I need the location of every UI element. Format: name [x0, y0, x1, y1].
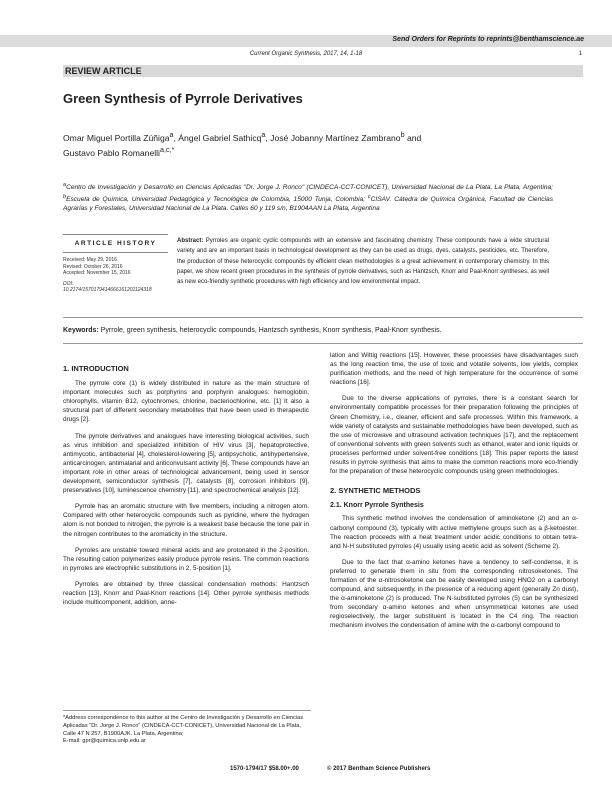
paragraph: lation and Wittig reactions [15]. However, these processes have disadvantages such as the long reaction time, the use of toxic and volatile solvents, low yields, complex purification methods, and the need of high temperature for the occurrence of some reactions [16]. — [330, 352, 578, 387]
journal-citation — [0, 51, 612, 57]
article-title: Green Synthesis of Pyrrole Derivatives — [63, 91, 303, 106]
journal-name: Current Organic Synthesis — [249, 51, 321, 57]
subsection-heading: 2.1. Knorr Pyrrole Synthesis — [330, 502, 424, 510]
accepted-date: Accepted: November 15, 2016 — [63, 270, 131, 276]
abstract-label: Abstract: — [177, 238, 204, 244]
paragraph: Due to the diverse applications of pyrroles, there is a constant search for environmentally compatible processes for their preparation following the principles of Green Chemistry, i.e., cleaner, efficient and safe processes. Within this framework, a wide variety of catalysts and sustainable methodologies have been developed, such as the use of microwave and ultrasound activation techniques [17], and the replacement of conventional solvents with green solvents such as ethanol, water and ionic liquids or processes performed under solvent-free conditions [18]. This paper reports the latest results in pyrrole synthesis that aims to make the common reactions more eco-friendly for the preparation of these heterocyclic compounds using green methodologies. — [330, 395, 578, 476]
divider — [63, 317, 583, 318]
doi-link[interactable]: 10.2174/1570179414666161201124318 — [63, 287, 152, 293]
author-affil-mark: b — [400, 131, 405, 139]
section-label: REVIEW ARTICLE — [63, 65, 583, 77]
author-name: , José Jobanny Martínez Zambrano — [265, 132, 401, 143]
author-name: , Ángel Gabriel Sathicq — [173, 132, 262, 143]
right-column — [330, 351, 578, 638]
affiliation-text: Escuela de Química, Universidad Pedagógica y Tecnológica de Colombia, 15000 Tunja, Colombia; — [66, 195, 368, 203]
author-affil-mark: a,c,* — [159, 145, 175, 154]
keywords — [63, 327, 583, 334]
article-history-dates — [63, 257, 168, 277]
affiliation-text: CISAV. Cátedra de Química Orgánica, Facultad de Ciencias Agrarias y Forestales, Universidad Nacional de La Plata. Calles 60 y 119 s/n, B1904AAN La Plata, Argentina — [63, 195, 553, 213]
correspondence-footnote — [63, 715, 311, 746]
paragraph: The pyrrole derivatives and analogues have interesting biological activities, such as virus inhibition and specialized inhibition of HIV virus [3], hepatoprotective, antimycotic, antibacterial [4], cholesterol-lowering [5], antipsychotic, antihypertensive, anticarcinogen, antimalarial and anticonvulsant activity [6]. These compounds have an important role in other areas of technological advancement, being used in sensor development, semiconductor synthesis [7], catalysts [8], corrosion inhibitors [9], preservatives [10], luminescence chemistry [11], and spectrochemical analysis [12]. — [63, 432, 309, 495]
paragraph: Pyrroles are obtained by three classical condensation methods: Hantzsch reaction [13], Knorr and Paal-Knorr reactions [14]. Other pyrrole synthesis methods include multicomponent, addition, anne- — [63, 580, 309, 607]
divider — [63, 343, 583, 344]
author-name: Omar Miguel Portilla Zúñiga — [63, 132, 170, 143]
doi — [63, 281, 163, 294]
paragraph: Pyrroles are unstable toward mineral acids and are protonated in the 2-position. The resulting cation polymerizes easily produce pyrrole resins. The common reactions in pyrroles are electrophilic substitutions in 2, 5-position [1]. — [63, 546, 309, 572]
article-history-title: ARTICLE HISTORY — [63, 234, 168, 253]
left-column — [63, 364, 309, 614]
paragraph: Pyrrole has an aromatic structure with five members, including a nitrogen atom. Compared with other heterocyclic compounds such as pyridine, where the hydrogen atom is not bonded to nitrogen, the pyrrole is a weakest base because the lone pair in the nitrogen contributes to the aromaticity in the structure. — [63, 503, 309, 538]
section-heading: 2. SYNTHETIC METHODS — [330, 486, 421, 496]
keywords-label: Keywords: — [63, 327, 99, 334]
abstract-text: Pyrroles are organic cyclic compounds with an extensive and fascinating chemistry. These compounds have a wide structural variety and are an important basis in technological development as they can be used as drugs, dyes, catalysts, pesticides, etc. Therefore, the production of these heterocyclic compounds by efficient clean methodologies is a great achievement in contemporary chemistry. In this paper, we show recent green procedures in the synthesis of pyrrole derivatives, such as Hantzsch, Knorr and Paal-Knorr syntheses, as well as new eco-friendly synthetic procedures with high efficiency and low environmental impact. — [177, 238, 549, 286]
affil-mark: c — [367, 193, 371, 200]
paragraph: This synthetic method involves the condensation of aminoketone (2) and an α-carbonyl compound (3), typically with active methylene groups such as a β-ketoester. The reaction proceeds with a heat treatment under acidic conditions to obtain tetra- and N-H substituted pyrroles (4) usually using acetic acid as solvent (Scheme 2). — [330, 515, 578, 550]
page-number: 1 — [578, 51, 582, 57]
issn-price: 1570-1794/17 $58.00+.00 — [230, 766, 299, 772]
footnote-address: *Address correspondence to this author at the Centro de Investigación y Desarrollo en Ciencias Aplicadas "Dr. Jorge J. Ronco" (CINDECA-CCT-CONICET), Universidad Nacional de La Plata, Calle 47 N 257, B1900AJK. La Plata, Argentina; — [63, 715, 304, 737]
reprints-notice: Send Orders for Reprints to reprints@benthamscience.ae — [392, 36, 584, 43]
section-heading: 1. INTRODUCTION — [63, 364, 129, 373]
affiliations — [63, 181, 553, 214]
received-date: Received: May 29, 2016 — [63, 257, 117, 263]
article-history-box — [63, 232, 168, 294]
author-list — [63, 129, 563, 159]
revised-date: Revised: October 26, 2016 — [63, 263, 123, 270]
author-affil-mark: a — [261, 131, 266, 139]
doi-label: DOI: — [63, 280, 74, 287]
copyright: © 2017 Bentham Science Publishers — [327, 766, 431, 772]
journal-volume: , 2017, 14, 1-18 — [320, 51, 363, 57]
paragraph: Due to the fact that α-amino ketones have a tendency to self-condense, it is preferred to generate them in situ from the corresponding nitrosoketones. The formation of the α-nitrosoketone can be easily developed using HNO2 on a carbonyl compound, and subsequently, in the presence of a reducing agent (generally Zn dust), the α-aminoketone (2) is produced. The N-substituted pyrroles (5) can be synthesized from secondary α-amino ketones and when unsymmetrical ketones are used regioselectively, the larger substituent is located in the C4 ring. The reaction mechanism involves the condensation of amine with the α-carbonyl compound to — [330, 558, 578, 630]
footnote-email[interactable]: E-mail: gpr@quimica.unlp.edu.ar — [63, 738, 146, 745]
footnote-divider — [63, 710, 311, 711]
author-affil-mark: a — [169, 131, 174, 139]
author-name: Gustavo Pablo Romanelli — [63, 147, 160, 158]
author-conjunction: and — [404, 132, 422, 143]
paragraph: The pyrrole core (1) is widely distributed in nature as the main structure of important molecules such as porphyrins and porphyrin analogues: hemoglobin, chlorophylls, vitamin B12, cytochromes, chlorine, bacteriochlorine, etc. [1] It also a structural part of different secondary metabolites that have been used in therapeutic drugs [2]. — [63, 380, 309, 424]
abstract — [177, 236, 549, 287]
affil-mark: a — [63, 182, 67, 188]
affil-mark: b — [63, 193, 67, 200]
affiliation-text: Centro de Investigación y Desarrollo en Ciencias Aplicadas "Dr. Jorge J. Ronco" (CINDECA-CCT-CONICET), Universidad Nacional de La Plata, La Plata, Argentina; — [66, 184, 553, 192]
keywords-text: Pyrrole, green synthesis, heterocyclic compounds, Hantzsch synthesis, Knorr synthesis, Paal-Knorr synthesis. — [98, 327, 442, 334]
